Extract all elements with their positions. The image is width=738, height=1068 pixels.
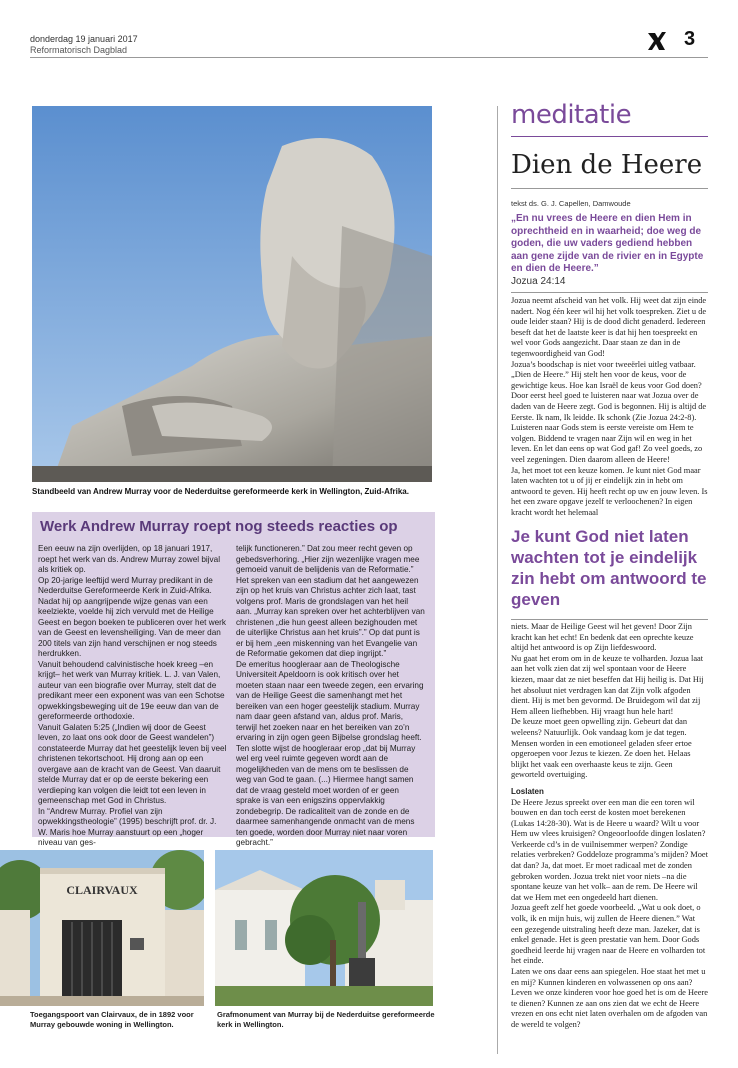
meditation-paragraph: Jozua’s boodschap is niet voor tweeërlei uitleg vatbaar. „Dien de Heere.” Hij stelt hen voor de keus, voor de gewichtige keus. Hoe kan Israël de keus voor God doen? Door eerst heel goed te luisteren naar wat Jozua over de daden van de Heere zegt. God is begonnen. Hij is altijd de Eerste. Ik nam, Ik leidde. Ik schonk (Zie Jozua 24:2-8). Luisteren naar Gods stem is eerste vereiste om Hem te volgen. Biddend te vragen naar Zijn wil en weg in het leven. En let dan eens op wat God gaf! Zo veel goeds, zo veel zegeningen. Dien daarom alleen de Heere! [511,359,707,464]
title-rule [511,188,708,189]
meditation-paragraph: Ja, het moet tot een keuze komen. Je kunt niet God maar laten wachten tot u of jij er eindelijk zin in hebt om antwoord te geven. Hij heeft recht op uw en jouw leven. Is het een zware opgave jezelf te verloochenen? In eigen kracht wordt het helemaal [511,465,708,517]
article-paragraph: Vanuit behoudend calvinistische hoek kreeg –en krijgt– het werk van Murray kritiek. L. J. van Valen, auteur van een biografie over Murray, stelt dat de predikant meer een exponent was van een Schotse opwekkingsbeweging uit de 19e eeuw dan van de gereformeerde orthodoxie. [38,659,225,721]
section-rule [511,136,708,137]
grave-photo-caption: Grafmonument van Murray bij de Nederduitse gereformeerde kerk in Wellington. [217,1010,435,1029]
newspaper-logo-icon [646,30,668,52]
article-paragraph: Op 20-jarige leeftijd werd Murray predikant in de Nederduitse Gereformeerde Kerk in Zuid-Afrika. Nadat hij op aangrijpende wijze genas van een keelziekte, voelde hij zich vervuld met de Heilige Geest en begon boeken te publiceren over het werk van de Geest en levensheiliging. Van de meer dan 200 titels van zijn hand verschijnen er nog steeds herdrukken. [38,575,226,658]
meditation-body-1 [511,296,708,518]
pull-quote: Je kunt God niet laten wachten tot je eindelijk zin hebt om antwoord te geven [511,527,707,609]
article-paragraph: Een eeuw na zijn overlijden, op 18 januari 1917, roept het werk van ds. Andrew Murray zowel bijval als kritiek op. [38,544,221,574]
gate-photo-caption: Toegangspoort van Clairvaux, de in 1892 voor Murray gebouwde woning in Wellington. [30,1010,194,1029]
meditation-paragraph: De Heere Jezus spreekt over een man die een toren wil bouwen en dan toch eerst de kosten moet berekenen (Lukas 14:28-30). Wat is de Heere u waard? Wilt u voor Hem uw vlees kruisigen? Ongeoorloofde dingen loslaten? Verkeerde cd’s in de vuilnisemmer werpen? Zondige relaties verbreken? Goddeloze programma’s mijden? Moet dat dan? Ja, dat moet. Er moet radicaal met de zonden gebroken worden. Jozua trekt niet voor niets –na die spontane keuze van het volk– aan de rem. De Heere wil dat we Hem met een ongedeeld hart dienen. [511,797,708,902]
statue-photo-caption: Standbeeld van Andrew Murray voor de Nederduitse gereformeerde kerk in Wellington, Zuid-Afrika. [32,487,409,496]
article-paragraph: Ten slotte wijst de hoogleraar erop „dat bij Murray wel erg veel ruimte gegeven wordt aan de mogelijkheden van de mens om te beslissen de weg van God te gaan. (...) Hiermee hangt samen dat de vraag gesteld moet worden of er geen sprake is van een enigszins oppervlakkig zondebegrip. De radicaliteit van de zonde en de daarmee samenhangende onmacht van de mens ten goede, worden door Murray niet naar voren gebracht.” [236,743,416,847]
meditation-title: Dien de Heere [511,150,703,180]
meditation-paragraph: De keuze moet geen opwelling zijn. Gebeurt dat dan weleens? Natuurlijk. Ook vandaag kom je dat tegen. Mensen worden in een emotioneel geladen sfeer ertoe opgeroepen voor Jezus te kiezen. Ze doen het. Helaas blijkt het vaak een overhaaste keus te zijn. Geen geworteld overtuiging. [511,717,692,780]
meditation-paragraph: niets. Maar de Heilige Geest wil het geven! Door Zijn kracht kan het echt! En bedenk dat een oprechte keuze altijd het antwoord is op Zijn liefdeswoord. [511,622,694,653]
quote-rule [511,292,708,293]
article-column-1 [38,544,227,849]
meditation-paragraph: Laten we ons daar eens aan spiegelen. Hoe staat het met u en mij? Kunnen kinderen en volwassenen op ons aan? Leven we onze kinderen voor hoe goed het is om de Heere te dienen? Kunnen ze aan ons zien dat we echt de Heere vrezen en ons echt niet laten overhalen om de afgoden van de wereld te volgen? [511,967,708,1029]
subheading: Loslaten [511,786,544,796]
article-paragraph: In “Andrew Murray. Profiel van zijn opwekkingstheologie” (1995) beschrijft prof. dr. J. W. Maris hoe Murray aanstuurt op een „hoger niveau van ges- [38,806,217,847]
column-divider [497,106,498,1054]
statue-photo [32,106,432,482]
meditation-paragraph: Nu gaat het erom om in de keuze te volharden. Jozua laat aan het volk zien dat zij wel spontaan voor de Heere kiezen, maar dat ze niet beseffen dat Hij heilig is. Dat Hij het absoluut niet verdragen kan dat Zijn volk afgoden dient. Hij is met ben gevormd. De Bruidegom wil dat zij Hem alleen liefhebben. Hij vraagt hun hele hart! [511,653,704,716]
clairvaux-gate-photo [0,850,204,1006]
article-column-2 [236,544,425,849]
meditation-body-2 [511,622,708,1031]
bible-reference: Jozua 24:14 [511,276,566,287]
article-paragraph: Vanuit Galaten 5:25 („Indien wij door de Geest leven, zo laat ons ook door de Geest wandelen”) constateerde Murray dat het geestelijk leven bij veel christenen tekortschoot. Hij drong aan op een overgave aan de kracht van de Geest. Van daaruit stelde Murray dat er op de eerste bekering een verdieping kan volgen die leidt tot een leven in gemeenschap met God in Christus. [38,722,227,805]
article-paragraph: telijk functioneren.” Dat zou meer recht geven op gebedsverhoring. „Hier zijn wezenlijke vragen mee gemoeid vanuit de belijdenis van de Reformatie.” [236,544,420,574]
article-paragraph: Het spreken van een stadium dat het aangewezen zijn op het kruis van Christus achter zich laat, tast volgens prof. Maris de grondslagen van het heil aan. „Murray kan spreken over het achterblijven van christenen „die hun geest alleen bezighouden met de uiterlijke Christus aan het kruis”.” Op dat punt is er bij hem „een miskenning van het Evangelie van de Reformatie gekomen dat diep ingrijpt.” [236,575,425,658]
clairvaux-sign: CLAIRVAUX [66,883,138,897]
issue-date: donderdag 19 januari 2017 [30,34,138,44]
grave-monument-photo [215,850,433,1006]
meditation-paragraph: Jozua geeft zelf het goede voorbeeld. „Wat u ook doet, o volk, ik en mijn huis, wij zullen de Heere dienen.” Wat een gezegende uitstraling heeft deze man. Jazeker, dat is enkel genade. Het is geen prestatie van hem. Door Gods goedheid leerde hij vragen naar de Heere en volharden tot het einde. [511,903,706,966]
section-label: meditatie [511,100,632,130]
article-paragraph: De emeritus hoogleraar aan de Theologische Universiteit Apeldoorn is ook kritisch over het moeten staan naar een tweede zegen, een ervaring van de Heilige Geest die samenhangt met het bereiken van een hoger geestelijk stadium. Murray nam daar geen afstand van, aldus prof. Maris, terwijl het zoeken naar en het bereiken van zo’n ervaring in zijn ogen geen Bijbelse grondslag heeft. [236,659,424,742]
article-title: Werk Andrew Murray roept nog steeds reacties op [40,518,398,535]
byline: tekst ds. G. J. Capellen, Damwoude [511,199,631,208]
page-number: 3 [684,28,696,50]
bible-quote: „En nu vrees de Heere en dien Hem in oprechtheid en in waarheid; doe weg de goden, die uw vaders gediend hebben aan gene zijde van de rivier en in Egypte en dien de Heere.” [511,213,704,274]
newspaper-name: Reformatorisch Dagblad [30,45,128,55]
header-rule [30,57,708,58]
meditation-paragraph: Jozua neemt afscheid van het volk. Hij weet dat zijn einde nadert. Nog één keer wil hij het volk toespreken. Ziet u de oude leider staan? Hij is de dood dicht genaderd. Iedereen beseft dat het de laatste keer is dat hij hen toespreekt en wel voor Gods aangezicht. Daar staan ze dan in de tegenwoordigheid van God! [511,296,707,358]
pull-quote-rule [511,619,708,620]
